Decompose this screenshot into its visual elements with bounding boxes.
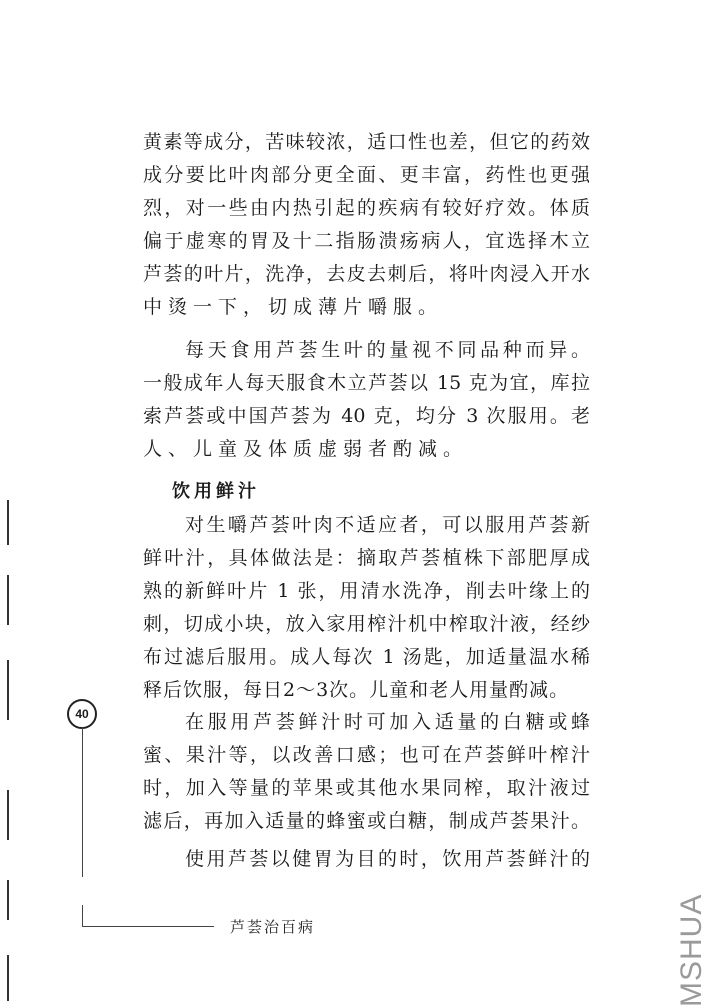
watermark: MSHUA <box>675 893 708 1007</box>
body-text-line: 对生嚼芦荟叶肉不适应者，可以服用芦荟新 <box>185 514 590 536</box>
scan-edge-mark <box>7 660 9 720</box>
body-text-line: 鲜叶汁，具体做法是：摘取芦荟植株下部肥厚成 <box>143 547 590 569</box>
body-text-line: 在服用芦荟鲜汁时可加入适量的白糖或蜂 <box>185 711 590 733</box>
scan-edge-mark <box>7 575 9 625</box>
scan-edge-mark <box>7 880 9 920</box>
body-text-line: 时，加入等量的苹果或其他水果同榨，取汁液过 <box>143 777 590 799</box>
body-text-line: 烈，对一些由内热引起的疾病有较好疗效。体质 <box>143 197 590 219</box>
body-text-line: 芦荟的叶片，洗净，去皮去刺后，将叶肉浸入开水 <box>143 263 590 285</box>
body-text-line: 每天食用芦荟生叶的量视不同品种而异。 <box>185 339 590 361</box>
running-footer: 芦荟治百病 <box>230 918 316 936</box>
body-text-line: 偏于虚寒的胃及十二指肠溃疡病人，宜选择木立 <box>143 230 590 252</box>
body-text-line: 蜜、果汁等，以改善口感；也可在芦荟鲜叶榨汁 <box>143 744 590 766</box>
body-text-line: 释后饮服，每日2～3次。儿童和老人用量酌减。 <box>143 679 570 701</box>
body-text-line: 熟的新鲜叶片 1 张，用清水洗净，削去叶缘上的 <box>143 580 590 602</box>
body-text-line: 使用芦荟以健胃为目的时，饮用芦荟鲜汁的 <box>185 848 590 870</box>
footer-rule <box>82 926 214 927</box>
body-text-line: 黄素等成分，苦味较浓，适口性也差，但它的药效 <box>143 131 590 153</box>
page-number: 40 <box>67 699 97 729</box>
section-heading: 饮用鲜汁 <box>172 481 260 502</box>
body-text-line: 一般成年人每天服食木立芦荟以 15 克为宜，库拉 <box>143 372 590 394</box>
margin-rule <box>82 905 83 927</box>
scan-edge-mark <box>7 790 9 840</box>
body-text-line: 人、儿童及体质虚弱者酌减。 <box>143 438 469 460</box>
body-text-line: 成分要比叶肉部分更全面、更丰富，药性也更强 <box>143 164 590 186</box>
scan-edge-mark <box>7 500 9 545</box>
scan-edge-mark <box>7 955 9 1001</box>
body-text-line: 滤后，再加入适量的蜂蜜或白糖，制成芦荟果汁。 <box>143 810 590 832</box>
body-text-line: 布过滤后服用。成人每次 1 汤匙，加适量温水稀 <box>143 646 590 668</box>
body-text-line: 刺，切成小块，放入家用榨汁机中榨取汁液，经纱 <box>143 613 590 635</box>
body-text-line: 中烫一下，切成薄片嚼服。 <box>143 296 444 318</box>
margin-rule <box>82 727 83 877</box>
body-text-line: 索芦荟或中国芦荟为 40 克，均分 3 次服用。老 <box>143 405 590 427</box>
